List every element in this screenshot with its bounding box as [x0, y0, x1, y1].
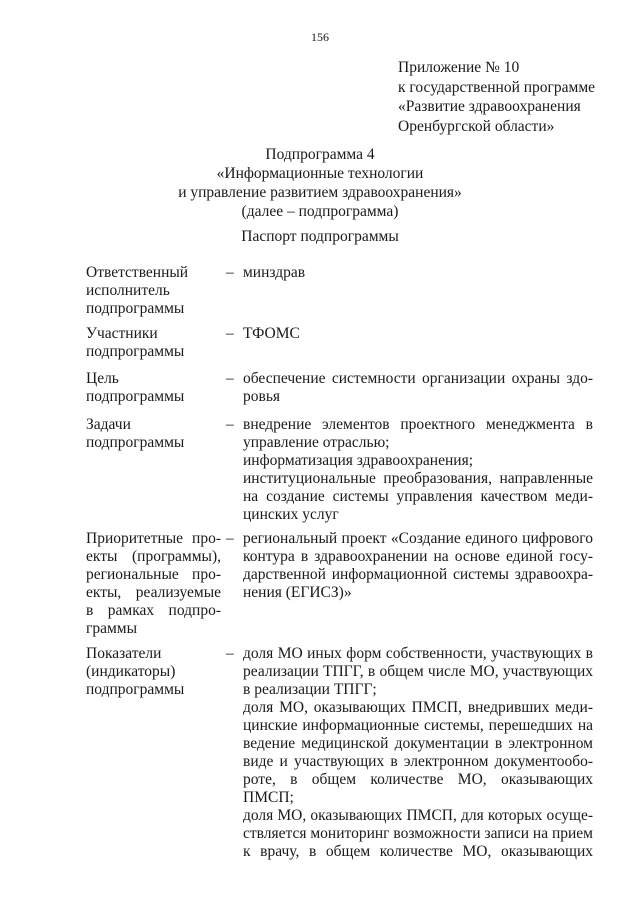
page-number: 156	[311, 30, 329, 44]
dash-separator: –	[226, 645, 234, 662]
label-line: екты (программы),	[86, 548, 221, 565]
row-label	[86, 645, 221, 699]
value-line: внедрение элементов проектного менеджмента в	[243, 416, 593, 433]
value-line: доля МО иных форм собственности, участвующих в	[243, 645, 593, 662]
row-label	[86, 370, 221, 406]
value-line: ТФОМС	[243, 325, 300, 342]
value-line: ведение медицинской документации в электронном	[243, 735, 593, 752]
value-line: управление отраслью;	[243, 434, 390, 451]
value-line: цинских услуг	[243, 506, 339, 523]
dash-separator: –	[226, 530, 234, 547]
value-line: региональный проект «Создание единого цифрового	[243, 530, 593, 547]
value-line: контура в здравоохранении на основе единой госу-	[243, 548, 593, 565]
label-line: в рамках подпро-	[86, 602, 221, 619]
row-value	[243, 416, 593, 524]
value-line: минздрав	[243, 264, 306, 281]
label-line: подпрограммы	[86, 434, 185, 451]
subprogram-title-line: «Информационные технологии	[216, 165, 424, 182]
row-label	[86, 530, 221, 638]
label-line: граммы	[86, 620, 138, 637]
dash-separator: –	[226, 416, 234, 433]
label-line: подпрограммы	[86, 343, 185, 360]
value-line: роте, в общем количестве МО, оказывающих ПМСП;	[243, 771, 593, 806]
value-line: нения (ЕГИСЗ)»	[243, 584, 352, 601]
value-line: цинские информационные системы, перешедших на	[243, 717, 593, 734]
label-line: Задачи	[86, 416, 131, 433]
row-value	[243, 370, 593, 406]
label-line: подпрограммы	[86, 681, 185, 698]
label-line: Участники	[86, 325, 158, 342]
label-line: исполнитель	[86, 282, 170, 299]
value-line: ровья	[243, 388, 281, 405]
label-line: Ответственный	[86, 264, 189, 281]
subprogram-title-line: (далее – подпрограмма)	[241, 203, 399, 220]
appendix-header	[398, 58, 634, 136]
value-line: обеспечение системности организации охраны здо-	[243, 370, 593, 387]
value-line: к врачу, в общем количестве МО, оказывающих	[243, 843, 593, 860]
row-value	[243, 645, 593, 861]
row-value	[243, 264, 593, 282]
passport-title: Паспорт подпрограммы	[241, 228, 399, 245]
value-line: в реализации ТПГГ;	[243, 681, 377, 698]
label-line: подпрограммы	[86, 300, 185, 317]
value-line: институциональные преобразования, направленные	[243, 470, 593, 487]
appendix-line: Приложение № 10	[398, 59, 520, 76]
subprogram-title	[0, 145, 640, 221]
label-line: екты, реализуемые	[86, 584, 221, 601]
value-line: реализации ТПГГ, в общем числе МО, участвующих	[243, 663, 593, 680]
value-line: доля МО, оказывающих ПМСП, внедривших меди-	[243, 699, 593, 716]
dash-separator: –	[226, 325, 234, 342]
value-line: доля МО, оказывающих ПМСП, для которых осуще-	[243, 807, 593, 824]
value-line: информатизация здравоохранения;	[243, 452, 474, 469]
label-line: региональные про-	[86, 566, 221, 583]
row-value	[243, 325, 593, 343]
appendix-line: к государственной программе	[398, 78, 596, 96]
row-label	[86, 325, 221, 361]
value-line: ствляется мониторинг возможности записи на прием	[243, 825, 593, 842]
value-line: на создание системы управления качеством меди-	[243, 488, 593, 505]
row-label	[86, 264, 221, 318]
appendix-line: Оренбургской области»	[398, 117, 555, 135]
label-line: Цель	[86, 370, 119, 387]
row-value	[243, 530, 593, 602]
label-line: подпрограммы	[86, 388, 185, 405]
value-line: дарственной информационной системы здравоохра-	[243, 566, 593, 583]
row-label	[86, 416, 221, 452]
dash-separator: –	[226, 370, 234, 387]
label-line: Показатели	[86, 645, 162, 662]
label-line: Приоритетные про-	[86, 530, 221, 547]
subprogram-title-line: Подпрограмма 4	[265, 146, 375, 163]
appendix-line: «Развитие здравоохранения	[398, 98, 581, 115]
label-line: (индикаторы)	[86, 663, 176, 680]
subprogram-title-line: и управление развитием здравоохранения»	[178, 184, 462, 201]
dash-separator: –	[226, 264, 234, 281]
value-line: виде и участвующих в электронном документообо-	[243, 753, 593, 770]
